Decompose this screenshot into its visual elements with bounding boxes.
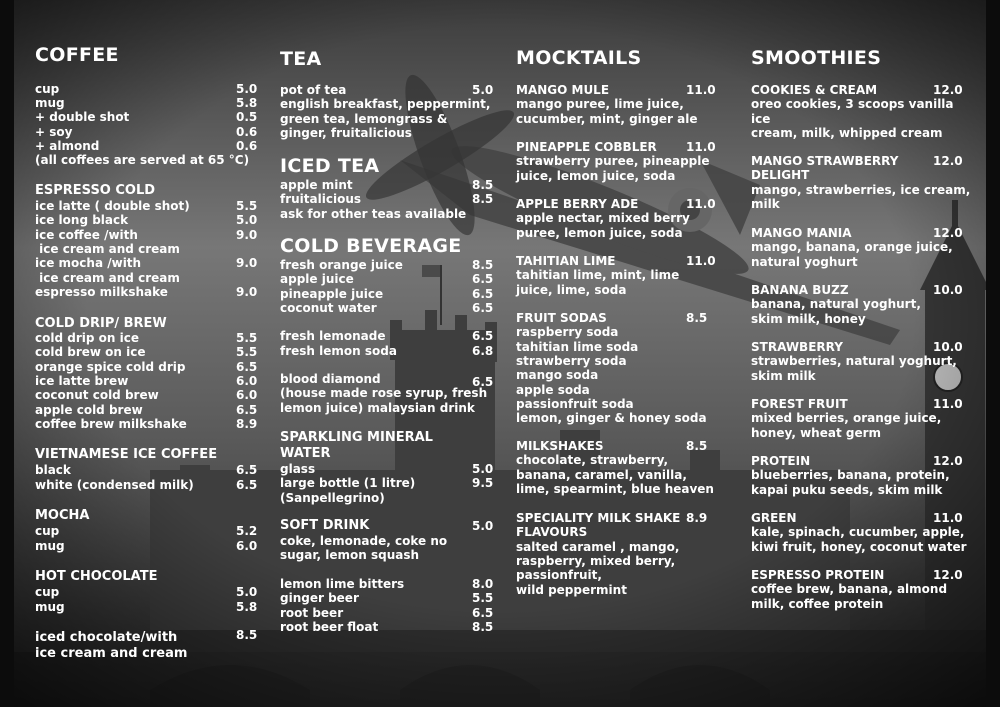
cold-beverage-item-name: apple juice [280, 272, 354, 287]
smoothie-description: mixed berries, orange juice, [751, 411, 942, 426]
smoothie-price: 12.0 [933, 454, 963, 468]
cold-beverage-item-price: 6.8 [472, 343, 494, 358]
coffee-item-price: 5.0 [236, 82, 258, 96]
hot-chocolate-item-name: cup [35, 585, 60, 599]
espresso-item-price: 9.0 [236, 284, 258, 299]
mocktail-description: mango soda [516, 368, 599, 383]
section-title-hot-chocolate: HOT CHOCOLATE [35, 569, 158, 584]
espresso-item-price: 5.0 [236, 213, 258, 228]
blood-diamond-line: lemon juice) malaysian drink [280, 400, 475, 415]
cold-beverage-item-price: 6.5 [472, 286, 494, 301]
mocktail-description: tahitian lime soda [516, 339, 639, 354]
espresso-item-name: espresso milkshake [35, 284, 168, 299]
coffee-item-name: + almond [35, 138, 100, 153]
coffee-item-name: + double shot [35, 110, 130, 125]
cold-drip-item-name: apple cold brew [35, 402, 143, 417]
blood-diamond-line: (house made rose syrup, fresh [280, 386, 488, 401]
iced-chocolate-line2: ice cream and cream [35, 646, 188, 661]
mocktail-description: wild peppermint [516, 582, 627, 597]
smoothie-name: GREEN [751, 511, 797, 525]
smoothie-price: 10.0 [933, 283, 963, 297]
mocktail-name: PINEAPPLE COBBLER [516, 140, 657, 154]
mocktail-description: strawberry soda [516, 353, 627, 368]
blood-diamond-line: blood diamond [280, 372, 381, 386]
mocktail-description: chocolate, strawberry, [516, 453, 669, 468]
cold-drip-item-price: 6.5 [236, 359, 258, 374]
vietnamese-item-price: 6.5 [236, 463, 258, 477]
hot-chocolate-item-price: 5.8 [236, 599, 258, 614]
smoothie-name: PROTEIN [751, 454, 811, 468]
espresso-item-price: 9.0 [236, 256, 258, 271]
section-title-sparkling-2: WATER [280, 446, 331, 461]
cold-beverage-item-price: 6.5 [472, 301, 494, 316]
mocktail-price: 8.9 [686, 511, 708, 525]
section-title-coffee: COFFEE [35, 44, 119, 66]
smoothie-price: 11.0 [933, 397, 963, 411]
mocktail-description: cucumber, mint, ginger ale [516, 111, 698, 126]
soft-drink-item-price: 8.5 [472, 619, 494, 634]
mocktail-description: tahitian lime, mint, lime [516, 268, 680, 283]
cold-beverage-item-name: pineapple juice [280, 286, 384, 301]
smoothie-description: mango, strawberries, ice cream, [751, 182, 971, 197]
tea-line: english breakfast, peppermint, [280, 97, 491, 112]
mocktail-description: apple soda [516, 382, 590, 397]
smoothie-description: strawberries, natural yoghurt, [751, 354, 957, 369]
smoothie-description: skim milk [751, 368, 816, 383]
cold-drip-item-name: coconut cold brew [35, 388, 159, 403]
smoothie-description: natural yoghurt [751, 254, 858, 269]
iced-tea-item-name: apple mint [280, 178, 353, 192]
vietnamese-item-name: white (condensed milk) [35, 477, 194, 492]
espresso-item-name: ice coffee /with [35, 227, 138, 242]
section-title-mocktails: MOCKTAILS [516, 47, 642, 69]
smoothie-price: 12.0 [933, 83, 963, 97]
coffee-item-price: 5.8 [236, 96, 258, 111]
smoothie-price: 10.0 [933, 340, 963, 354]
soft-drink-line: sugar, lemon squash [280, 548, 420, 563]
soft-drink-item-price: 5.5 [472, 591, 494, 606]
cold-beverage-item-price: 6.5 [472, 329, 494, 343]
smoothie-name: MANGO MANIA [751, 226, 852, 240]
smoothie-description: kale, spinach, cucumber, apple, [751, 525, 965, 540]
tea-line: pot of tea [280, 83, 347, 97]
cold-beverage-item-price: 6.5 [472, 272, 494, 287]
coffee-item-name: (all coffees are served at 65 °C) [35, 153, 250, 167]
mocktail-price: 8.5 [686, 311, 708, 325]
smoothie-description: DELIGHT [751, 168, 810, 183]
cold-drip-item-name: orange spice cold drip [35, 359, 186, 374]
smoothie-description: coffee brew, banana, almond [751, 582, 948, 597]
iced-chocolate-line1: iced chocolate/with [35, 630, 178, 645]
mocktail-name: MILKSHAKES [516, 439, 604, 453]
smoothie-name: COOKIES & CREAM [751, 83, 878, 97]
coffee-item-price: 0.6 [236, 138, 258, 153]
section-title-soft-drink: SOFT DRINK [280, 518, 370, 533]
mocktail-description: lime, spearmint, blue heaven [516, 481, 714, 496]
cold-drip-item-price: 5.5 [236, 345, 258, 360]
espresso-item-price: 9.0 [236, 227, 258, 242]
iced-tea-item-name: ask for other teas available [280, 206, 467, 221]
coffee-item-price: 0.6 [236, 124, 258, 139]
smoothie-description: milk [751, 196, 780, 211]
espresso-item-name: ice cream and cream [35, 270, 180, 285]
smoothie-name: MANGO STRAWBERRY [751, 154, 899, 168]
espresso-item-name: ice long black [35, 213, 129, 228]
mocktail-name: TAHITIAN LIME [516, 254, 616, 268]
smoothie-description: honey, wheat germ [751, 425, 882, 440]
hot-chocolate-item-name: mug [35, 599, 65, 614]
smoothie-name: BANANA BUZZ [751, 283, 849, 297]
coffee-item-name: cup [35, 82, 60, 96]
mocktail-description: FLAVOURS [516, 525, 588, 540]
soft-drink-price: 5.0 [472, 519, 494, 533]
tea-price: 5.0 [472, 83, 494, 97]
cold-beverage-item-name: coconut water [280, 301, 377, 316]
smoothie-description: skim milk, honey [751, 311, 866, 326]
soft-drink-item-name: lemon lime bitters [280, 577, 405, 591]
soft-drink-line: coke, lemonade, coke no [280, 534, 448, 548]
smoothie-description: oreo cookies, 3 scoops vanilla [751, 97, 954, 112]
mocktail-price: 11.0 [686, 197, 716, 211]
mocktail-name: APPLE BERRY ADE [516, 197, 639, 211]
iced-tea-item-price: 8.5 [472, 192, 494, 207]
sparkling-item-price: 5.0 [472, 462, 494, 476]
mocha-item-price: 6.0 [236, 538, 258, 553]
soft-drink-item-name: ginger beer [280, 591, 359, 606]
cold-drip-item-name: cold brew on ice [35, 345, 146, 360]
section-title-tea: TEA [280, 48, 322, 70]
mocktail-price: 11.0 [686, 140, 716, 154]
espresso-item-name: ice cream and cream [35, 241, 180, 256]
smoothie-description: ice [751, 111, 771, 126]
cold-beverage-item-name: fresh orange juice [280, 258, 403, 272]
tea-line: green tea, lemongrass & [280, 111, 448, 126]
coffee-item-name: + soy [35, 124, 73, 139]
mocha-item-name: mug [35, 538, 65, 553]
espresso-item-name: ice mocha /with [35, 256, 142, 271]
mocktail-description: apple nectar, mixed berry [516, 211, 690, 226]
smoothie-name: ESPRESSO PROTEIN [751, 568, 885, 582]
mocha-item-price: 5.2 [236, 524, 258, 538]
smoothie-description: kiwi fruit, honey, coconut water [751, 539, 967, 554]
coffee-item-name: mug [35, 96, 65, 111]
section-title-cold-drip: COLD DRIP/ BREW [35, 316, 167, 331]
cold-drip-item-price: 8.9 [236, 416, 258, 431]
section-title-sparkling-1: SPARKLING MINERAL [280, 430, 433, 445]
soft-drink-item-name: root beer [280, 605, 344, 620]
sparkling-item-price: 9.5 [472, 476, 494, 491]
cold-drip-item-price: 5.5 [236, 331, 258, 345]
cold-beverage-item-name: fresh lemonade [280, 329, 386, 343]
blood-diamond-price: 6.5 [472, 375, 494, 389]
smoothie-description: mango, banana, orange juice, [751, 240, 953, 255]
cold-drip-item-name: cold drip on ice [35, 331, 139, 345]
cold-drip-item-price: 6.0 [236, 373, 258, 388]
smoothie-description: kapai puku seeds, skim milk [751, 482, 943, 497]
iced-tea-item-name: fruitalicious [280, 192, 362, 207]
smoothie-price: 12.0 [933, 226, 963, 240]
espresso-item-price: 5.5 [236, 199, 258, 213]
mocktail-name: SPECIALITY MILK SHAKE [516, 511, 681, 525]
smoothie-price: 12.0 [933, 568, 963, 582]
mocktail-description: raspberry soda [516, 325, 619, 340]
mocha-item-name: cup [35, 524, 60, 538]
mocktail-description: puree, lemon juice, soda [516, 225, 683, 240]
soft-drink-item-name: root beer float [280, 619, 379, 634]
mocktail-price: 8.5 [686, 439, 708, 453]
mocktail-description: strawberry puree, pineapple [516, 154, 710, 169]
cold-drip-item-name: ice latte brew [35, 373, 129, 388]
mocktail-description: lemon, ginger & honey soda [516, 411, 707, 426]
tea-line: ginger, fruitalicious [280, 125, 412, 140]
mocktail-price: 11.0 [686, 254, 716, 268]
cold-drip-item-price: 6.5 [236, 402, 258, 417]
coffee-item-price: 0.5 [236, 110, 258, 125]
mocktail-description: passionfruit, [516, 568, 602, 583]
vietnamese-item-price: 6.5 [236, 477, 258, 492]
section-title-espresso-cold: ESPRESSO COLD [35, 183, 156, 198]
smoothie-price: 12.0 [933, 154, 963, 168]
sparkling-item-name: glass [280, 462, 316, 476]
smoothie-description: cream, milk, whipped cream [751, 125, 943, 140]
mocktail-description: passionfruit soda [516, 396, 634, 411]
espresso-item-name: ice latte ( double shot) [35, 199, 190, 213]
smoothie-name: FOREST FRUIT [751, 397, 848, 411]
mocktail-price: 11.0 [686, 83, 716, 97]
sparkling-item-name: large bottle (1 litre) [280, 476, 416, 491]
smoothie-description: banana, natural yoghurt, [751, 297, 921, 312]
section-title-smoothies: SMOOTHIES [751, 47, 882, 69]
section-title-mocha: MOCHA [35, 508, 90, 523]
soft-drink-item-price: 8.0 [472, 577, 494, 591]
mocktail-description: juice, lime, soda [516, 282, 627, 297]
smoothie-description: blueberries, banana, protein, [751, 468, 950, 483]
smoothie-price: 11.0 [933, 511, 963, 525]
mocktail-description: mango puree, lime juice, [516, 97, 684, 112]
iced-chocolate-price: 8.5 [236, 628, 258, 642]
section-title-iced-tea: ICED TEA [280, 155, 380, 177]
mocktail-name: MANGO MULE [516, 83, 610, 97]
cold-beverage-item-price: 8.5 [472, 258, 494, 272]
cold-drip-item-price: 6.0 [236, 388, 258, 403]
cold-beverage-item-name: fresh lemon soda [280, 343, 397, 358]
smoothie-name: STRAWBERRY [751, 340, 843, 354]
mocktail-description: juice, lemon juice, soda [516, 168, 676, 183]
vietnamese-item-name: black [35, 463, 71, 477]
hot-chocolate-item-price: 5.0 [236, 585, 258, 599]
mocktail-description: raspberry, mixed berry, [516, 553, 676, 568]
sparkling-item-name: (Sanpellegrino) [280, 490, 385, 505]
soft-drink-item-price: 6.5 [472, 605, 494, 620]
section-title-vietnamese: VIETNAMESE ICE COFFEE [35, 447, 218, 462]
mocktail-name: FRUIT SODAS [516, 311, 607, 325]
smoothie-description: milk, coffee protein [751, 596, 884, 611]
cold-drip-item-name: coffee brew milkshake [35, 416, 187, 431]
section-title-cold-beverage: COLD BEVERAGE [280, 235, 462, 257]
iced-tea-item-price: 8.5 [472, 178, 494, 192]
mocktail-description: banana, caramel, vanilla, [516, 467, 687, 482]
mocktail-description: salted caramel , mango, [516, 539, 680, 554]
